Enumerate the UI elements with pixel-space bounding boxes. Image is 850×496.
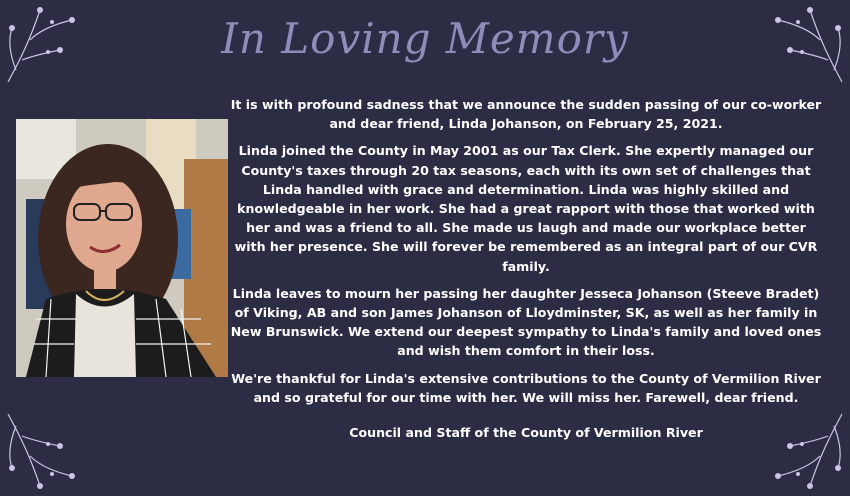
signature: Council and Staff of the County of Vermilion River	[349, 425, 703, 441]
floral-corner-bottom-left-icon	[0, 406, 90, 496]
farewell-paragraph: We're thankful for Linda's extensive contributions to the County of Vermilion River and so grateful for our time with her. We will miss her. Farewell, dear friend.	[231, 370, 821, 405]
portrait-photo	[16, 119, 228, 377]
announcement-paragraph: It is with profound sadness that we announce the sudden passing of our co-worker and dear friend, Linda Johanson, on February 25, 2021.	[230, 97, 822, 132]
family-paragraph: Linda leaves to mourn her passing her daughter Jesseca Johanson (Steeve Bradet) of Viking, AB and son James Johanson of Lloydminster, SK, as well as her family in New Brunswick. We extend our deepest sympathy to Linda's family and loved ones and wish them comfort in their loss.	[230, 285, 822, 359]
floral-corner-top-right-icon	[760, 0, 850, 90]
memorial-title: In Loving Memory	[221, 14, 629, 63]
career-paragraph: Linda joined the County in May 2001 as our Tax Clerk. She expertly managed our County's taxes through 20 tax seasons, each with its own set of challenges that Linda handled with grace and determination. Linda was highly skilled and knowledgeable in her work. She had a great rapport with those that worked with her and was a friend to all. She made us laugh and made our workplace better with her presence. She will forever be remembered as an integral part of our CVR family.	[234, 143, 818, 274]
tribute-text	[229, 95, 823, 450]
floral-corner-top-left-icon	[0, 0, 90, 90]
